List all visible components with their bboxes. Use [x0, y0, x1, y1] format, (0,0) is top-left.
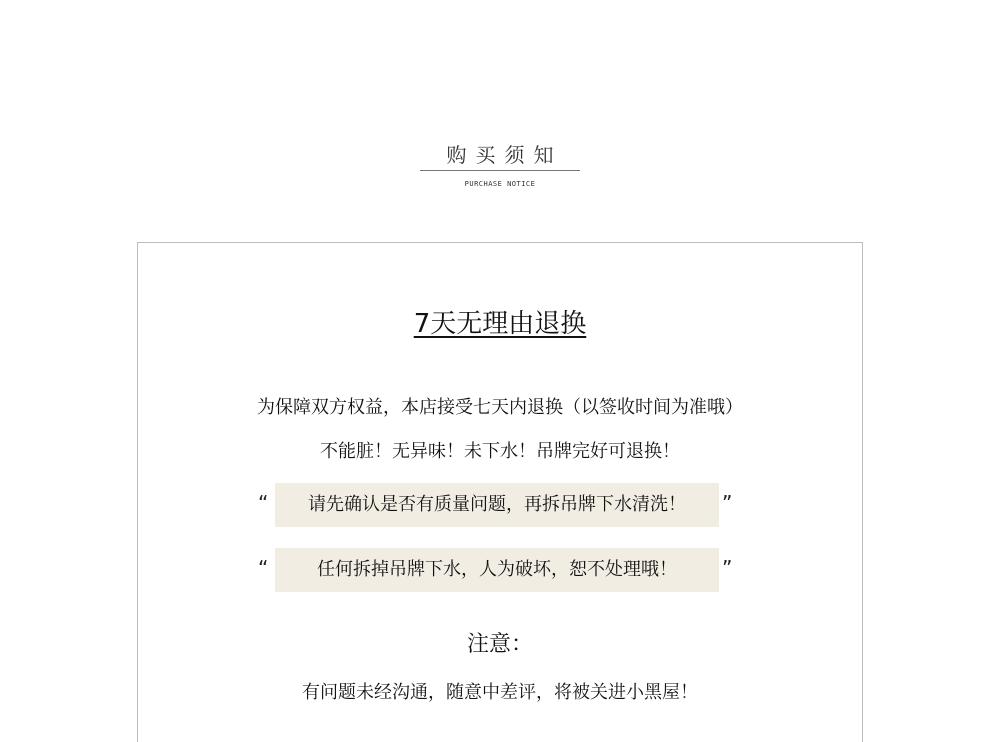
highlight-quote: 请先确认是否有质量问题，再拆吊牌下水清洗！: [275, 483, 719, 527]
page-title: 购买须知: [446, 143, 563, 167]
notice-heading: 注意：: [466, 632, 533, 657]
notice-text: 有问题未经沟通，随意中差评，将被关进小黑屋！: [302, 682, 698, 703]
close-quote-mark: ”: [722, 491, 733, 515]
title-divider: [420, 170, 580, 171]
open-quote-mark: “: [258, 491, 269, 515]
policy-title: 7天无理由退换: [413, 309, 587, 339]
quote-row-no-damage: [138, 548, 862, 592]
open-quote-mark: “: [258, 556, 269, 580]
page-subtitle: PURCHASE NOTICE: [464, 180, 536, 188]
quote-row-check-quality: [138, 483, 862, 527]
purchase-notice-header: [0, 140, 1000, 188]
policy-line-conditions: 不能脏！无异味！未下水！吊牌完好可退换！: [320, 441, 680, 462]
close-quote-mark: ”: [722, 556, 733, 580]
return-policy-card: [137, 242, 863, 742]
highlight-quote: 任何拆掉吊牌下水，人为破坏，恕不处理哦！: [275, 548, 719, 592]
policy-line-rights: 为保障双方权益，本店接受七天内退换（以签收时间为准哦）: [257, 397, 743, 418]
